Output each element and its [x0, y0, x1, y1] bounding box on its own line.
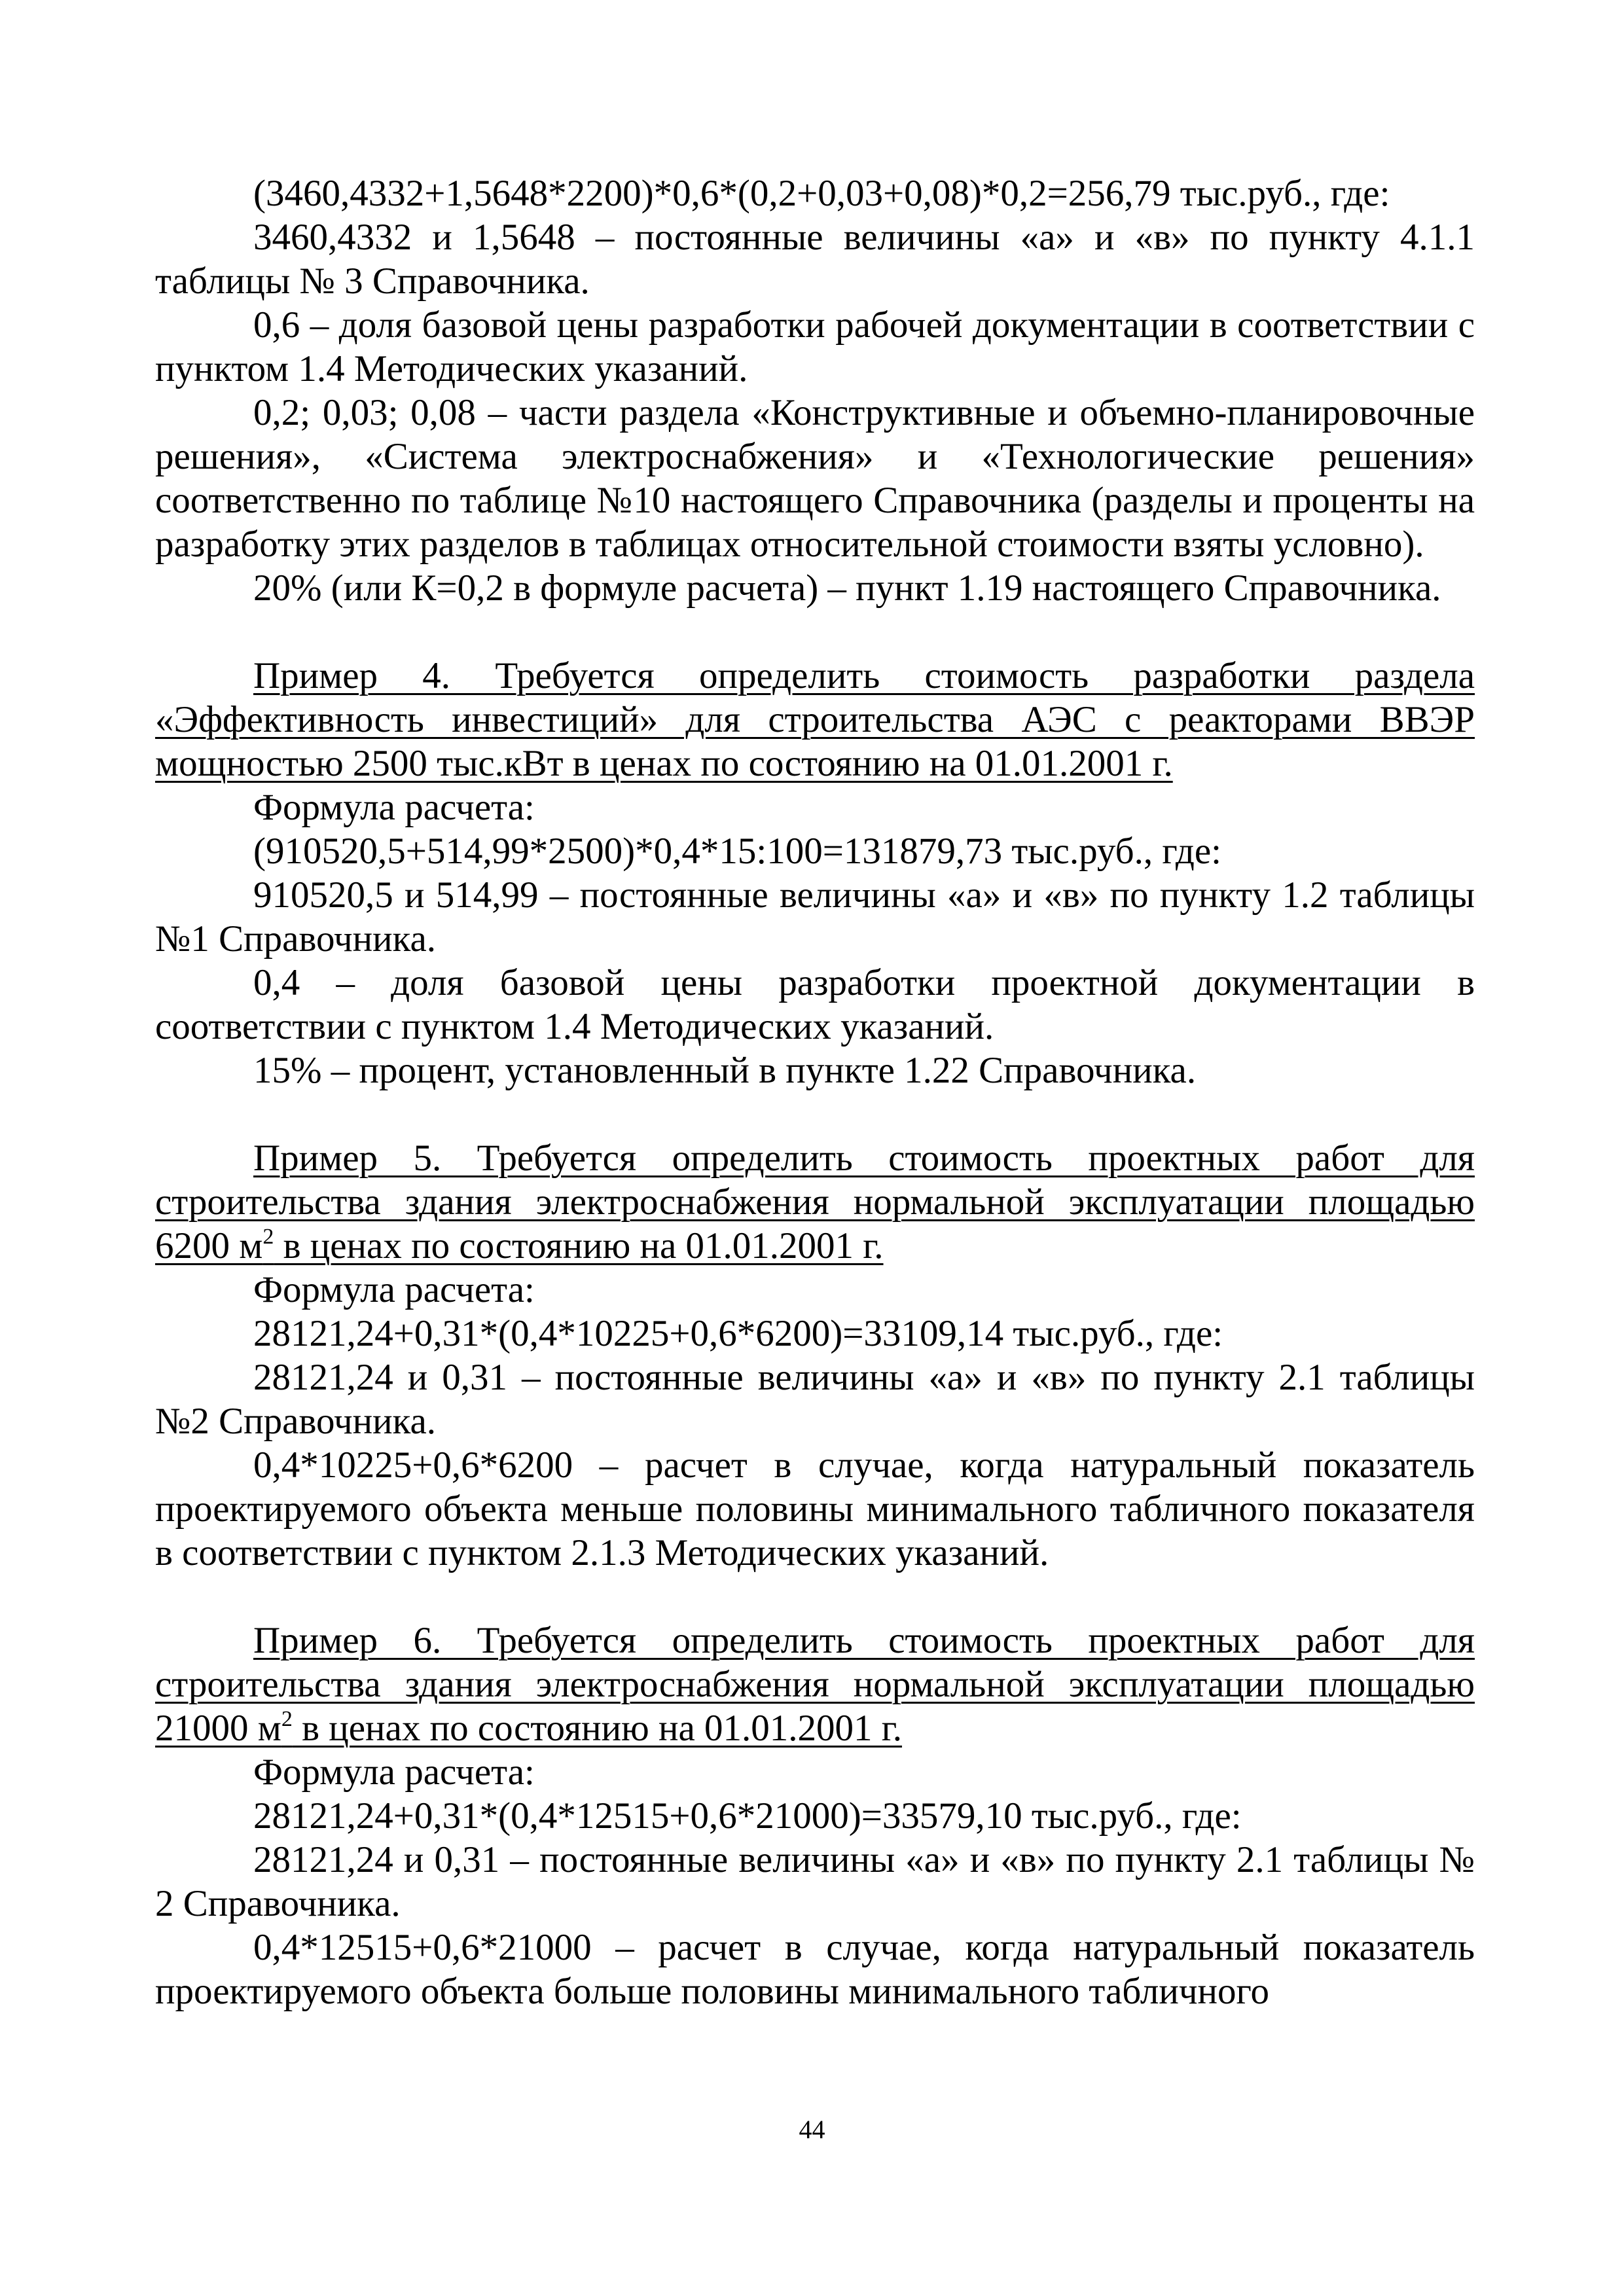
formula-label: Формула расчета:	[253, 787, 535, 828]
example-6-title-text: Пример 6. Требуется определить стоимость проектных работ для строительства здания электроснабжения нормальной эксплуатации площадью 21000 м	[155, 1620, 1475, 1749]
note-paragraph: 0,4 – доля базовой цены разработки проектной документации в соответствии с пунктом 1.4 Методических указаний.	[155, 962, 1475, 1047]
example-4-title: Пример 4. Требуется определить стоимость разработки раздела «Эффективность инвестиций» для строительства АЭС с реакторами ВВЭР мощностью 2500 тыс.кВт в ценах по состоянию на 01.01.2001 г.	[155, 655, 1475, 784]
spacer	[155, 1092, 1475, 1136]
superscript: 2	[281, 1707, 293, 1731]
example-6-title	[155, 1619, 1475, 1750]
note-paragraph: 28121,24 и 0,31 – постоянные величины «а» и «в» по пункту 2.1 таблицы № 2 Справочника.	[155, 1839, 1475, 1924]
note-paragraph: 20% (или К=0,2 в формуле расчета) – пункт 1.19 настоящего Справочника.	[253, 567, 1441, 609]
note-paragraph: 28121,24 и 0,31 – постоянные величины «а» и «в» по пункту 2.1 таблицы №2 Справочника.	[155, 1357, 1475, 1442]
example-5-title	[155, 1136, 1475, 1268]
formula-example-4: (910520,5+514,99*2500)*0,4*15:100=131879,73 тыс.руб., где:	[253, 831, 1222, 872]
example-5-title-tail: в ценах по состоянию на 01.01.2001 г.	[274, 1225, 884, 1266]
page-number: 44	[799, 2115, 825, 2144]
spacer	[155, 1575, 1475, 1619]
note-paragraph: 0,4*10225+0,6*6200 – расчет в случае, когда натуральный показатель проектируемого объекта меньше половины минимального табличного показателя в соответствии с пунктом 2.1.3 Методических указаний.	[155, 1444, 1475, 1573]
note-paragraph: 3460,4332 и 1,5648 – постоянные величины «а» и «в» по пункту 4.1.1 таблицы № 3 Справочника.	[155, 217, 1475, 302]
formula-example-6: 28121,24+0,31*(0,4*12515+0,6*21000)=33579,10 тыс.руб., где:	[253, 1795, 1242, 1837]
page-body	[155, 171, 1475, 2013]
formula-label: Формула расчета:	[253, 1269, 535, 1310]
superscript: 2	[262, 1225, 274, 1249]
formula-label: Формула расчета:	[253, 1751, 535, 1793]
spacer	[155, 610, 1475, 654]
note-paragraph: 15% – процент, установленный в пункте 1.22 Справочника.	[253, 1050, 1197, 1091]
formula-example-5: 28121,24+0,31*(0,4*10225+0,6*6200)=33109,14 тыс.руб., где:	[253, 1313, 1223, 1354]
example-6-title-tail: в ценах по состоянию на 01.01.2001 г.	[292, 1708, 903, 1749]
note-paragraph: 0,4*12515+0,6*21000 – расчет в случае, когда натуральный показатель проектируемого объекта больше половины минимального табличного	[155, 1927, 1475, 2012]
note-paragraph: 910520,5 и 514,99 – постоянные величины «а» и «в» по пункту 1.2 таблицы №1 Справочника.	[155, 874, 1475, 960]
formula-example-3: (3460,4332+1,5648*2200)*0,6*(0,2+0,03+0,08)*0,2=256,79 тыс.руб., где:	[253, 173, 1390, 214]
note-paragraph: 0,2; 0,03; 0,08 – части раздела «Конструктивные и объемно-планировочные решения», «Система электроснабжения» и «Технологические решения» соответственно по таблице №10 настоящего Справочника (разделы и проценты на разработку этих разделов в таблицах относительной стоимости взяты условно).	[155, 392, 1475, 565]
note-paragraph: 0,6 – доля базовой цены разработки рабочей документации в соответствии с пунктом 1.4 Методических указаний.	[155, 304, 1475, 389]
example-5-title-text: Пример 5. Требуется определить стоимость проектных работ для строительства здания электроснабжения нормальной эксплуатации площадью 6200 м	[155, 1138, 1475, 1266]
